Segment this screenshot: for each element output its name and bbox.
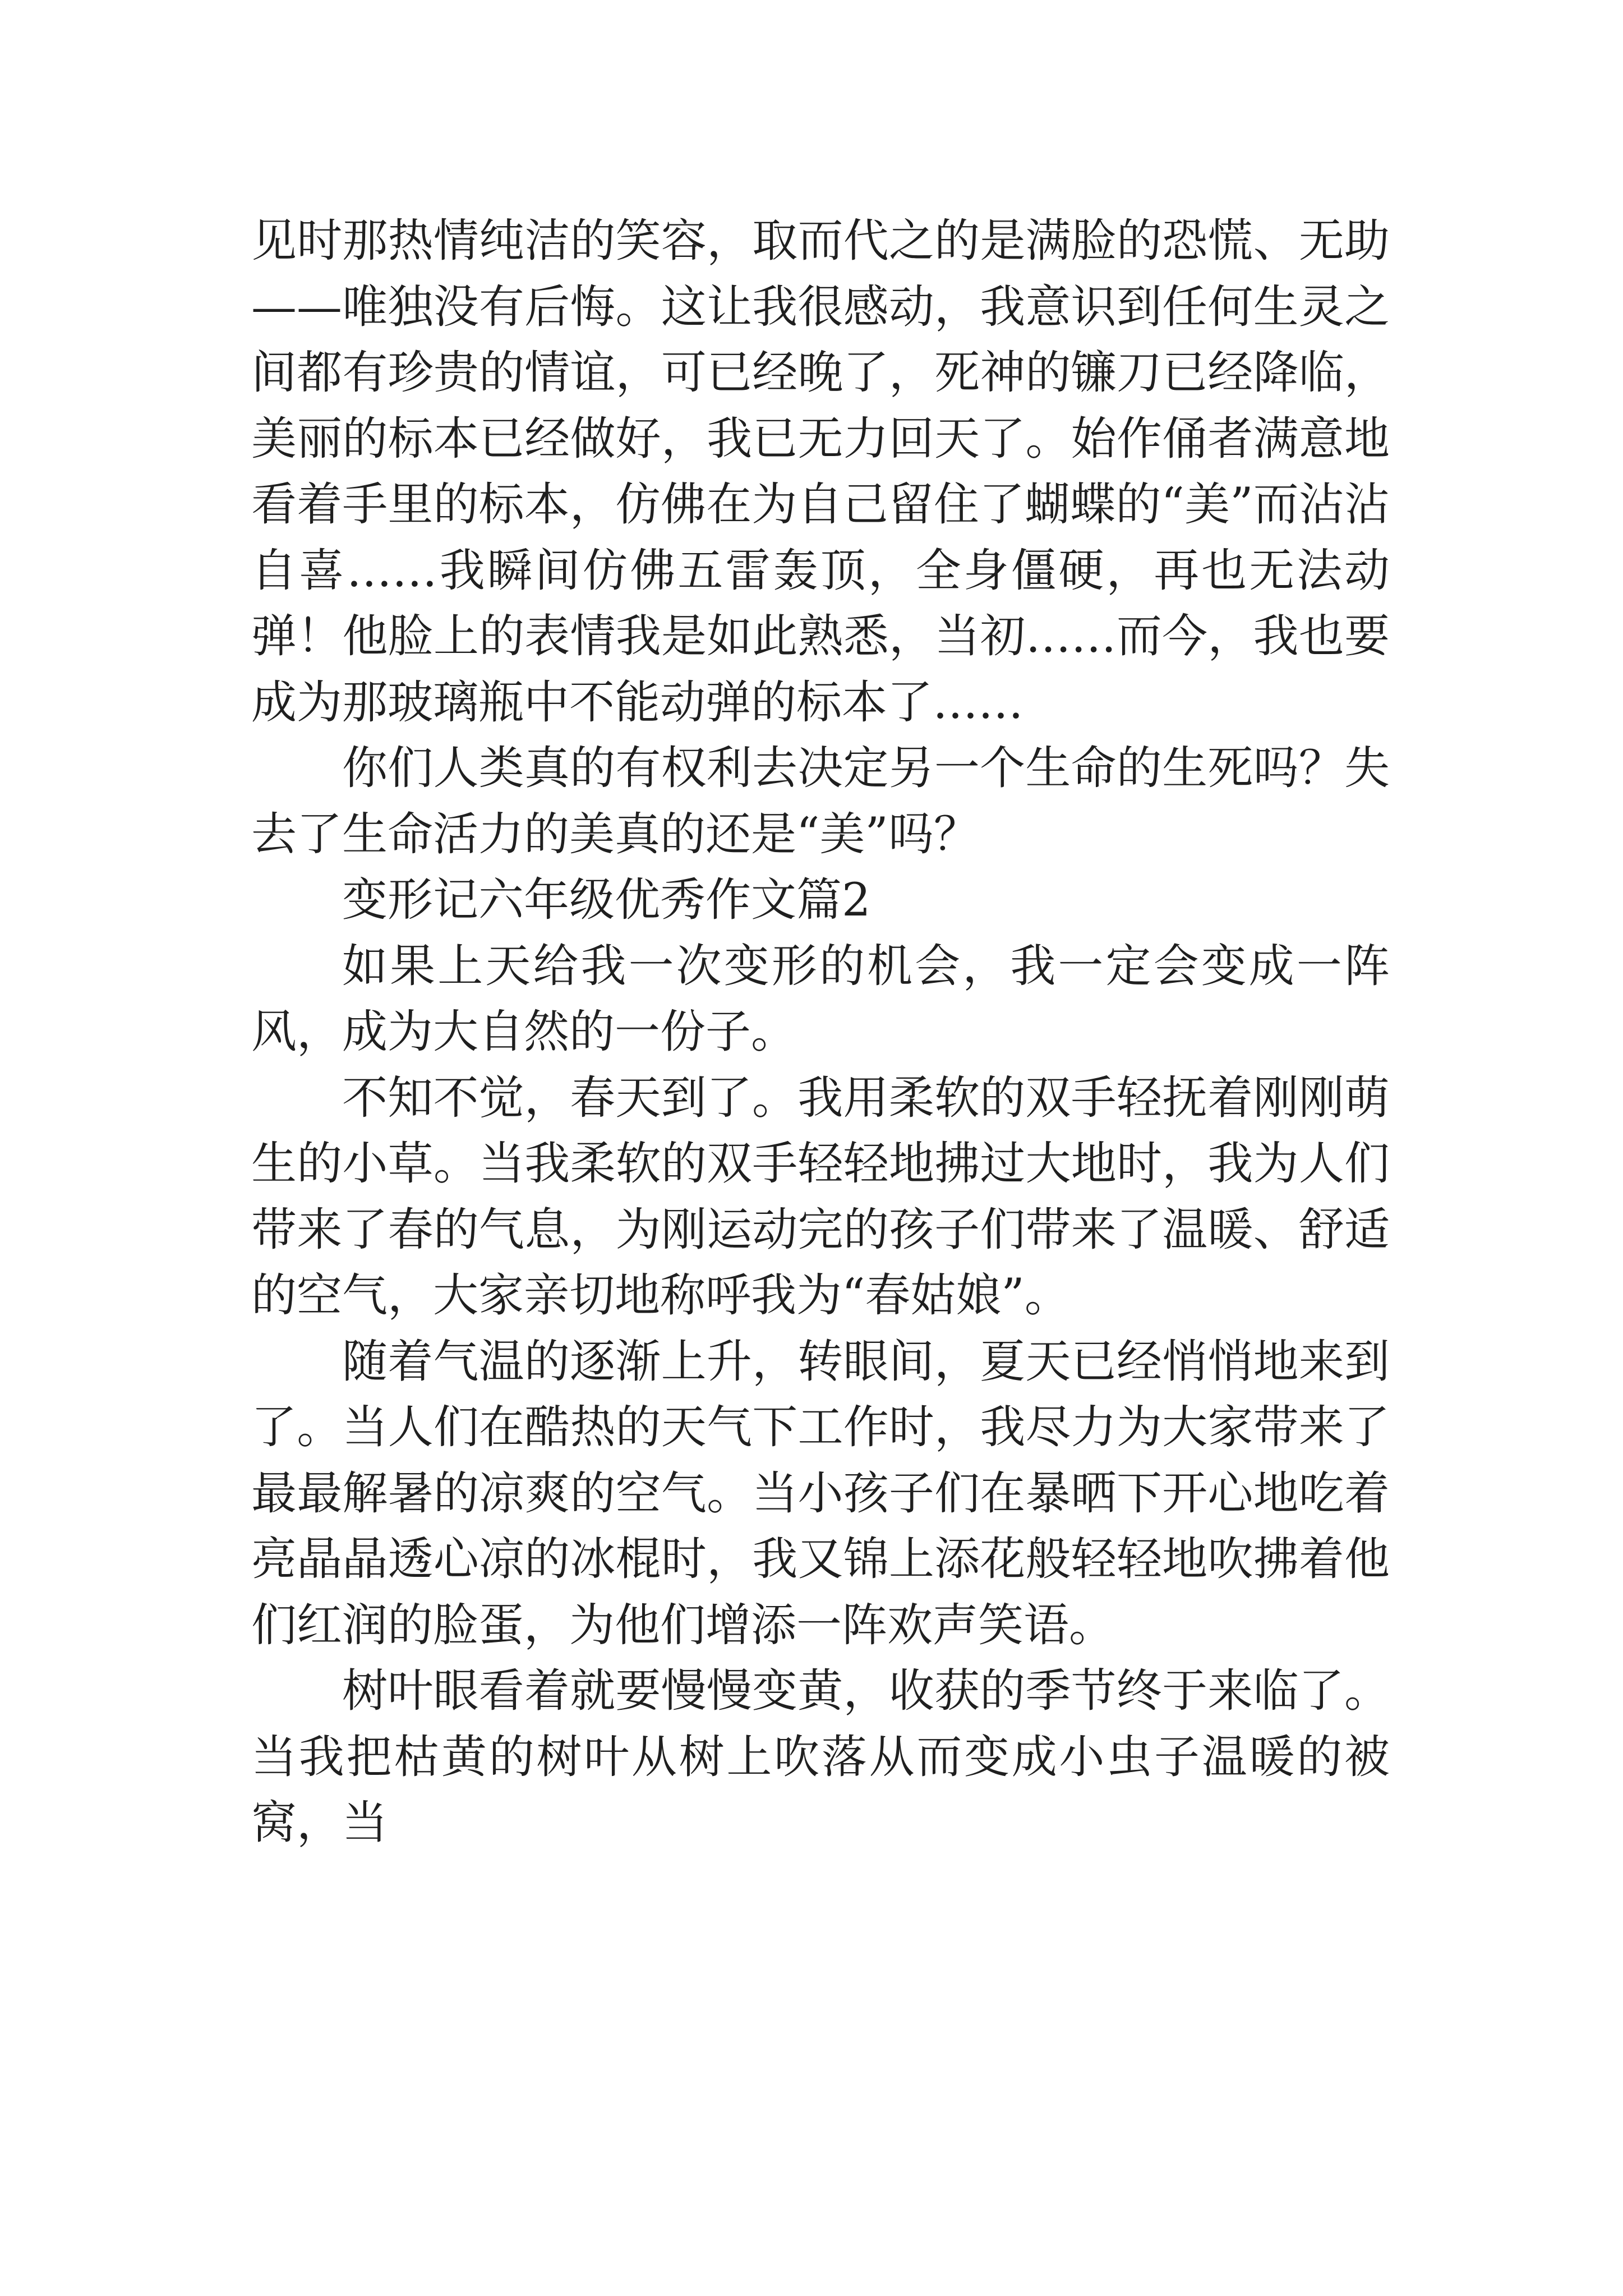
paragraph-1: 见时那热情纯洁的笑容，取而代之的是满脸的恐慌、无助——唯独没有后悔。这让我很感动，我意识到任何生灵之间都有珍贵的情谊，可已经晚了，死神的镰刀已经降临，美丽的标本已经做好，我已无力回天了。始作俑者满意地看着手里的标本，仿佛在为自己留住了蝴蝶的“美”而沾沾自喜……我瞬间仿佛五雷轰顶，全身僵硬，再也无法动弹！他脸上的表情我是如此熟悉，当初……而今，我也要成为那玻璃瓶中不能动弹的标本了…… — [251, 215, 1390, 729]
paragraph-2: 你们人类真的有权利去决定另一个生命的生死吗？失去了生命活力的美真的还是“美”吗？ — [251, 742, 1390, 861]
paragraph-5: 随着气温的逐渐上升，转眼间，夏天已经悄悄地来到了。当人们在酷热的天气下工作时，我尽力为大家带来了最最解暑的凉爽的空气。当小孩子们在暴晒下开心地吃着亮晶晶透心凉的冰棍时，我又锦上添花般轻轻地吹拂着他们红润的脸蛋，为他们增添一阵欢声笑语。 — [251, 1335, 1390, 1652]
paragraph-4: 不知不觉，春天到了。我用柔软的双手轻抚着刚刚萌生的小草。当我柔软的双手轻轻地拂过大地时，我为人们带来了春的气息，为刚运动完的孩子们带来了温暖、舒适的空气，大家亲切地称呼我为“春姑娘”。 — [251, 1071, 1390, 1322]
document-body — [251, 209, 1390, 1857]
section-heading: 变形记六年级优秀作文篇2 — [342, 874, 871, 927]
paragraph-3: 如果上天给我一次变形的机会，我一定会变成一阵风，成为大自然的一份子。 — [251, 940, 1390, 1059]
paragraph-6: 树叶眼看着就要慢慢变黄，收获的季节终于来临了。当我把枯黄的树叶从树上吹落从而变成小虫子温暖的被窝，当 — [251, 1665, 1390, 1849]
